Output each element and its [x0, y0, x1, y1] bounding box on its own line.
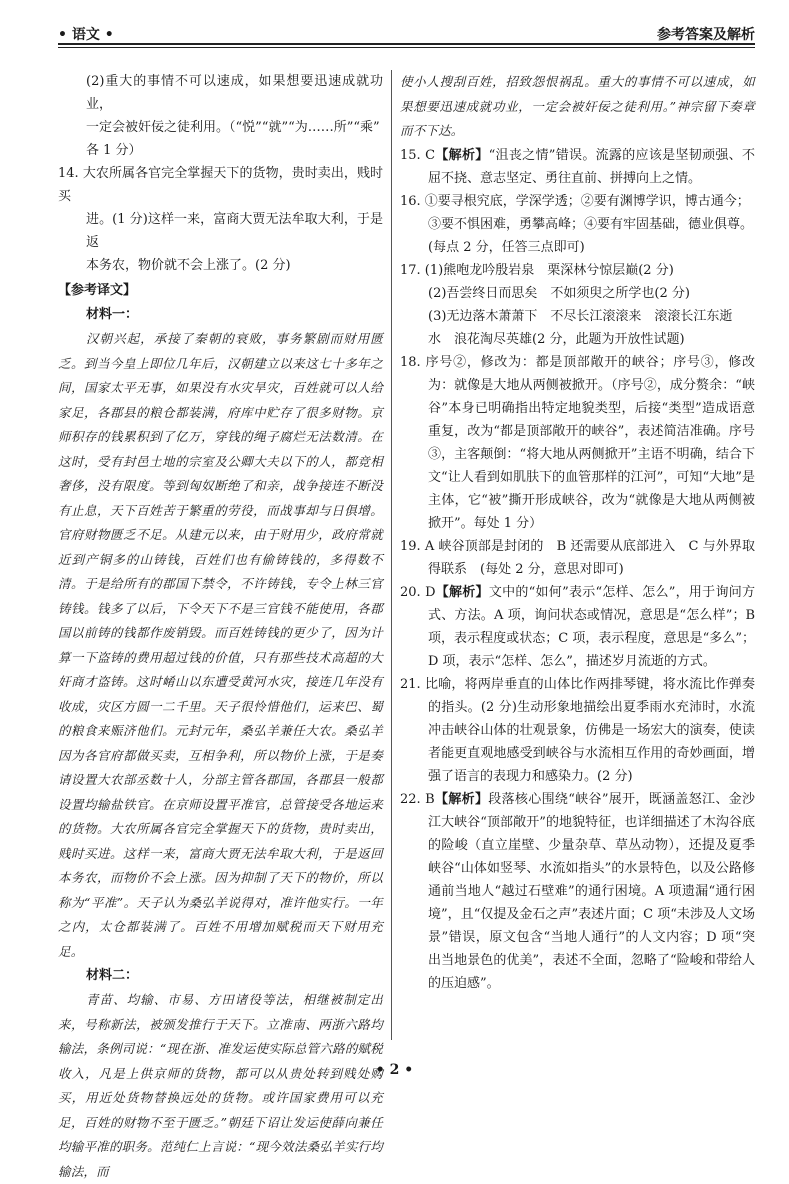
section-title: 参考答案及解析 — [657, 27, 755, 43]
q17-line2: (2)吾尝终日而思矣 不如须臾之所学也(2 分) — [428, 285, 690, 301]
q13-2-line1: (2)重大的事情不可以速成，如果想要迅速成就功业， — [86, 74, 383, 112]
translation-continued: 使小人搜刮百姓，招致怨恨祸乱。重大的事情不可以速成，如果想要迅速成就功业，一定会被奸佞之徒利用。”神宗留下奏章而不下达。 — [400, 74, 755, 138]
q16-line1: 16. ①要寻根究底，学深学透；②要有渊博学识，博古通今； — [400, 193, 750, 209]
q17-line3: (3)无边落木萧萧下 不尽长江滚滚来 滚滚长江东逝 — [428, 308, 733, 324]
q22-number: 22. B — [400, 791, 435, 807]
header-rule — [58, 43, 755, 48]
q19-answer: 19. A 峡谷顶部是封闭的 B 还需要从底部进入 C 与外界取得联系 (每处 2 分，意思对即可) — [400, 538, 755, 577]
material-one-heading: 材料一： — [86, 307, 139, 322]
q15-number: 15. C — [400, 147, 436, 163]
column-divider — [391, 70, 392, 1040]
q22-answer — [400, 788, 755, 995]
subject-label: • 语文 • — [58, 27, 114, 43]
q22-analysis-tag: 【解析】 — [434, 791, 489, 807]
page-number: • 2 • — [375, 1062, 414, 1078]
material-one-text: 汉朝兴起，承接了秦朝的衰败，事务繁剧而财用匮乏。到当今皇上即位几年后，汉朝建立以来这七十多年之间，国家太平无事，如果没有水灾旱灾，百姓就可以人给家足，各郡县的粮仓都装满，府库中贮存了很多财物。京师积存的钱累积到了亿万，穿钱的绳子腐烂无法数清。在这时，受有封邑土地的宗室及公卿大夫以下的人，都竞相奢侈，没有限度。等到匈奴断绝了和亲，战争接连不断没有止息，天下百姓苦于繁重的劳役，而战事却与日俱增。官府财物匮乏不足。从建元以来，由于财用少，政府常就近到产铜多的山铸钱，百姓们也有偷铸钱的，多得数不清。于是给所有的郡国下禁令，不许铸钱，专令上林三官铸钱。钱多了以后，下令天下不是三官钱不能使用，各郡国以前铸的钱都作废销毁。而百姓铸钱的更少了，因为计算一下盗铸的费用超过钱的价值，只有那些技术高超的大奸商才盗铸。这时崤山以东遭受黄河水灾，接连几年没有收成，灾区方圆一二千里。天子很怜惜他们，运来巴、蜀的粮食来赈济他们。元封元年，桑弘羊兼任大农。桑弘羊因为各官府都做买卖，互相争利，所以物价上涨，于是奏请设置大农部丞数十人，分部主管各郡国，各郡县一般都设置均输盐铁官。在京师设置平准官，总管接受各地运来的货物。大农所属各官完全掌握天下的货物，贵时卖出，贱时买进。这样一来，富商大贾无法牟取大利，于是返回本务农，而物价不会上涨。因为抑制了天下的物价，所以称为“平准”。天子认为桑弘羊说得对，准许他实行。一年之内，太仓都装满了。百姓不用增加赋税而天下财用充足。 — [58, 331, 383, 959]
q14-line3: 本务农，物价就不会上涨了。(2 分) — [86, 258, 291, 273]
q20-answer — [400, 581, 755, 673]
q18-answer: 18. 序号②，修改为：都是顶部敞开的峡谷；序号③，修改为：就像是大地从两侧被掀开。（序号②，成分赘余：“峡谷”本身已明确指出特定地貌类型，后接“类型”造成语意重复，改为“都是顶部敞开的峡谷”，表述简洁准确。序号③，主客颠倒：“将大地从两侧掀开”主语不明确，结合下文“让人看到如肌肤下的血管那样的江河”，可知“大地”是主体，它“被”撕开形成峡谷，改为“就像是大地从两侧被掀开”。每处 1 分） — [400, 354, 755, 531]
q13-2-line2: 一定会被奸佞之徒利用。（“悦”“就”“为……所”“乘” — [86, 120, 380, 135]
q15-answer — [400, 144, 755, 190]
q15-text: “沮丧之情”错误。流露的应该是坚韧顽强、不屈不挠、意志坚定、勇往直前、拼搏向上之情。 — [428, 147, 755, 186]
reference-translation-heading: 【参考译文】 — [58, 283, 137, 298]
left-column — [58, 70, 383, 1184]
q17-line4: 水 浪花淘尽英雄(2 分，此题为开放性试题) — [428, 331, 685, 347]
q14-line2: 进。(1 分)这样一来，富商大贾无法牟取大利，于是返 — [86, 212, 383, 250]
right-column — [400, 70, 755, 995]
q20-number: 20. D — [400, 584, 436, 600]
page-header — [58, 20, 755, 44]
material-two-heading: 材料二： — [86, 968, 139, 983]
q16-line2: ③要不惧困难，勇攀高峰；④要有牢固基础，德业俱尊。 — [428, 216, 754, 232]
q14-line1: 14. 大农所属各官完全掌握天下的货物，贵时卖出，贱时买 — [58, 166, 383, 204]
q15-analysis-tag: 【解析】 — [435, 147, 489, 163]
q22-text: 段落核心围绕“峡谷”展开，既涵盖怒江、金沙江大峡谷“顶部敞开”的地貌特征，也详细描述了木沟谷底的险峻（直立崖壁、少量杂草、草丛动物），还提及夏季峡谷“山体如竖琴、水流如指头”的水景特色，以及公路修通前当地人“越过石壁难”的通行困境。A 项遗漏“通行困境”，且“仅提及金石之声”表述片面；C 项“未涉及人文场景”错误，原文包含“当地人通行”的人文内容；D 项“突出当地景色的优美”，表述不全面，忽略了“险峻和带给人的压迫感”。 — [428, 791, 755, 991]
q17-line1: 17. (1)熊咆龙吟殷岩泉 栗深林兮惊层巅(2 分) — [400, 262, 674, 278]
q21-answer: 21. 比喻，将两岸垂直的山体比作两排琴键，将水流比作弹奏的指头。(2 分)生动形象地描绘出夏季雨水充沛时，水流冲击峡谷山体的壮观景象，仿佛是一场宏大的演奏，使读者能更直观地感受到峡谷与水流相互作用的奇妙画面，增强了语言的表现力和感染力。(2 分) — [400, 676, 755, 784]
q20-analysis-tag: 【解析】 — [435, 584, 489, 600]
q20-text: 文中的“如何”表示“怎样、怎么”，用于询问方式、方法。A 项，询问状态或情况，意思是“怎么样”；B 项，表示程度或状态；C 项，表示程度，意思是“多么”；D 项，表示“怎样、怎么”，描述岁月流逝的方式。 — [428, 584, 755, 669]
q13-2-line3: 各 1 分） — [86, 143, 142, 158]
material-two-text: 青苗、均输、市易、方田诸役等法，相继被制定出来，号称新法，被颁发推行于天下。立准南、两浙六路均输法，条例司说：“现在浙、准发运使实际总管六路的赋税收入，凡是上供京师的货物，都可以从贵处转到贱处购买，用近处货物替换远处的货物。或许国家费用可以充足，百姓的财物不至于匮乏。”朝廷下诏让发运使薛向兼任均输平准的职务。范纯仁上言说：“现今效法桑弘羊实行均输法，而 — [58, 992, 383, 1179]
q16-line3: (每点 2 分，任答三点即可) — [428, 239, 585, 255]
